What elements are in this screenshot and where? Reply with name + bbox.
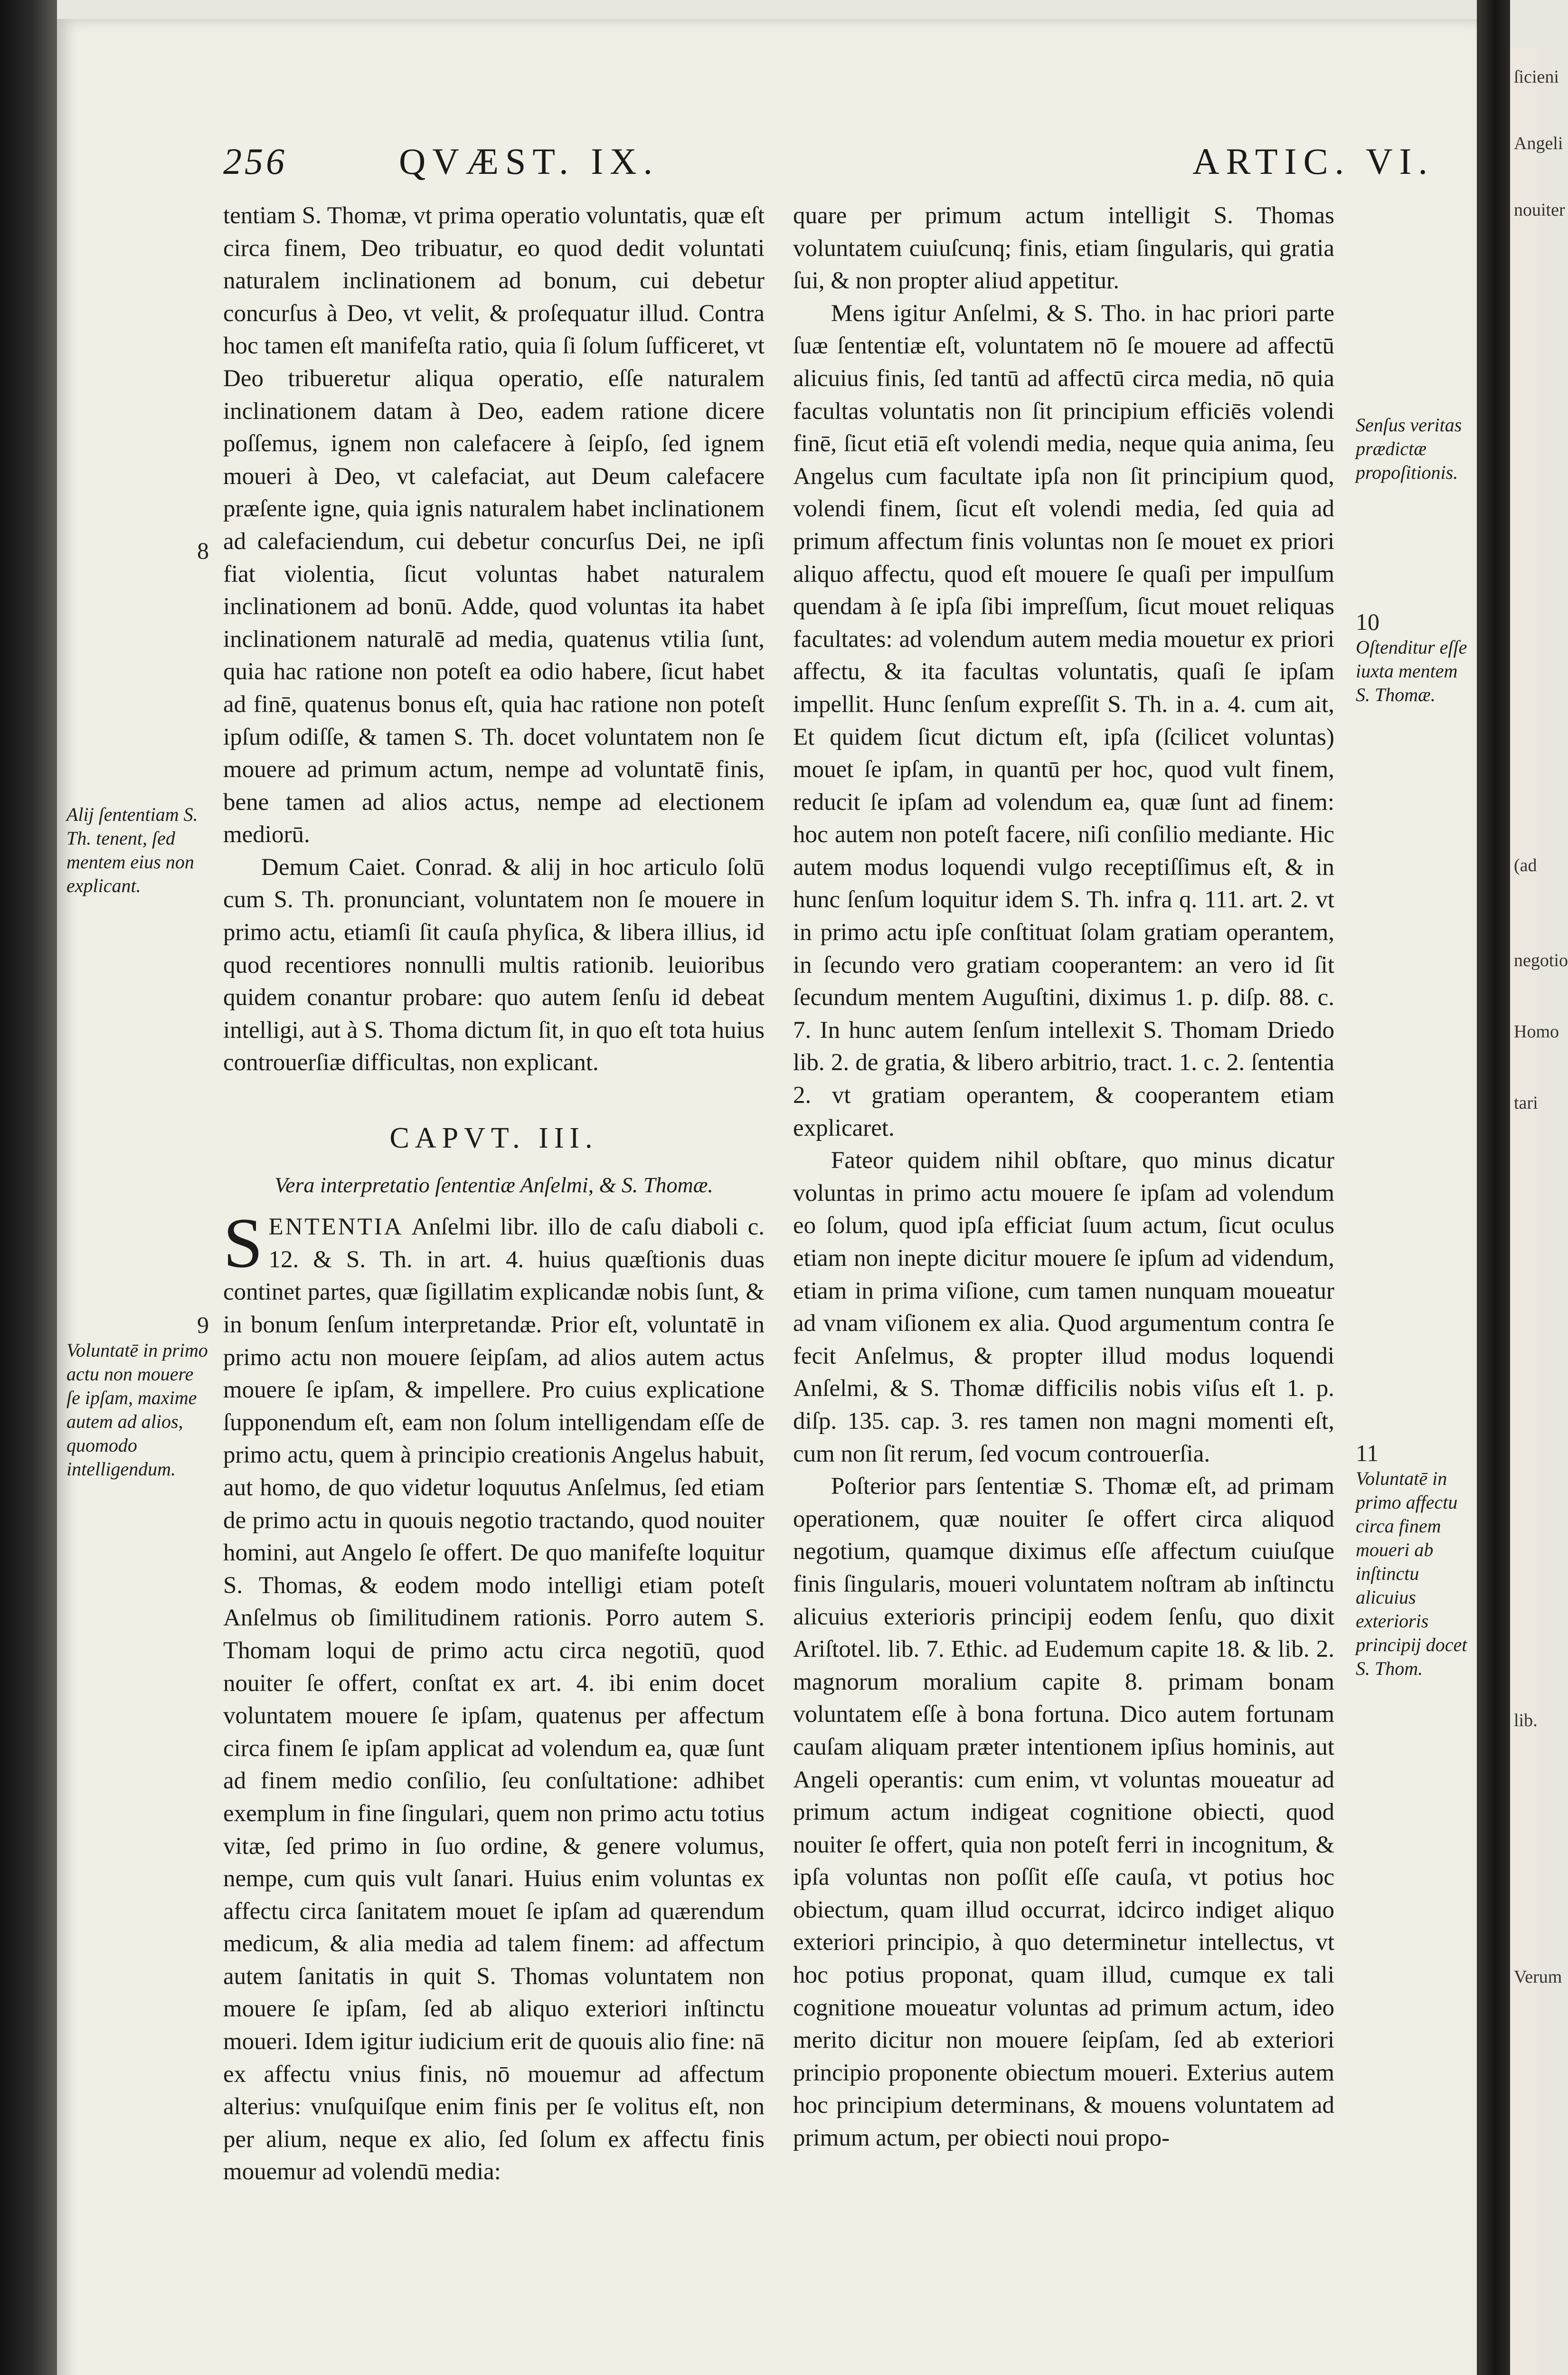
next-page-fragment: negotio xyxy=(1514,950,1568,970)
running-head xyxy=(223,140,1434,192)
left-text-column xyxy=(223,200,765,2188)
paragraph: Mens igitur Anſelmi, & S. Tho. in hac priori parte ſuæ ſententiæ eſt, voluntatem nō ſe mouere ad affectū alicuius finis, ſed tantū ad affectū circa media, nō quia facultas voluntatis non ſit principium efficiēs volendi finē, ſicut etiā eſt volendi media, neque quia anima, ſeu Angelus cum facultate ipſa non ſit principium quod, volendi finem, ſicut eſt volendi media, ſed quia ad primum affectum finis voluntas non ſe mouet ex priori aliquo affectu, quod eſt mouere ſe quaſi per impulſum quendam à ſe ipſa ſibi impreſſum, ſicut mouet reliquas facultates: ad volendum autem media mouetur ex priori affectu, & ita facultas voluntatis, quaſi ſe ipſam impellit. Hunc ſenſum expreſſit S. Th. in a. 4. cum ait, Et quidem ſicut dictum eſt, ipſa (ſcilicet voluntas) mouet ſe ipſam, in quantū per hoc, quod vult finem, reducit ſe ipſam ad volendum ea, quæ ſunt ad finem: hoc autem non poteſt facere, niſi conſilio mediante. Hic autem modus loquendi vulgo receptiſſimus eſt, & in hunc ſenſum loquitur idem S. Th. infra q. 111. art. 2. vt in primo actu ipſe conſtituat ſolam gratiam operantem, in ſecundo vero gratiam cooperantem: an vero id ſit ſecundum mentem Auguſtini, diximus 1. p. diſp. 88. c. 7. In hunc autem ſenſum intellexit S. Thomam Driedo lib. 2. de gratia, & libero arbitrio, tract. 1. c. 2. ſententia 2. vt gratiam operantem, & cooperantem etiam explicaret. xyxy=(793,300,1334,1141)
margin-note-text: Senſus veritas prædictæ propoſitionis. xyxy=(1356,414,1462,483)
margin-note-left xyxy=(66,537,209,564)
right-text-column xyxy=(793,200,1334,2155)
chapter-subtitle: Vera interpretatio ſententiæ Anſelmi, & S. Thomæ. xyxy=(274,1172,713,1197)
margin-note-left xyxy=(66,1311,209,1481)
question-heading: QVÆST. IX. xyxy=(399,141,660,182)
paragraph: Fateor quidem nihil obſtare, quo minus dicatur voluntas in primo actu mouere ſe ipſam ad volendum eo ſolum, quod ipſa efficiat ſuum actum, ſicut oculus etiam non inepte dicitur mouere ſe ipſum ad videndum, etiam in prima viſione, cum tamen nunquam moueatur ad vnam viſionem ex alia. Quod argumentum contra ſe fecit Anſelmus, & propter illud modus loquendi Anſelmi, & S. Thomæ difficilis nobis viſus eſt 1. p. diſp. 135. cap. 3. res tamen non magni momenti eſt, cum non ſit rerum, ſed vocum controuerſia. xyxy=(793,1147,1334,1467)
margin-note-text: Voluntatē in primo actu non mouere ſe ipſam, maxime autem ad alios, quomodo intelligendum. xyxy=(66,1340,208,1480)
opening-word: ENTENTIA xyxy=(268,1214,404,1241)
next-page-fragment: ſicieni xyxy=(1514,67,1559,87)
next-page-edge xyxy=(1510,48,1568,2375)
margin-note-text: Alij ſententiam S. Th. tenent, ſed mentem eius non explicant. xyxy=(66,804,198,896)
paragraph-number: 9 xyxy=(197,1311,209,1338)
paragraph: Demum Caiet. Conrad. & alij in hoc articulo ſolū cum S. Th. pronunciant, voluntatem non ſe mouere in primo actu, etiamſi ſit cauſa phyſica, & libera illius, id quod recentiores nonnulli multis rationib. leuioribus quidem conantur probare: quo autem ſenſu id debeat intelligi, aut à S. Thoma dictum ſit, in quo eſt tota huius controuerſiæ difficultas, non explicant. xyxy=(223,854,765,1076)
paragraph: Poſterior pars ſententiæ S. Thomæ eſt, ad primam operationem, quæ nouiter ſe offert circa aliquod negotium, quamque diximus eſſe affectum cuiuſque finis ſingularis, moueri voluntatem noſtram ab inſtinctu alicuius exterioris principij eodem ſenſu, quo dixit Ariſtotel. lib. 7. Ethic. ad Eudemum capite 18. & lib. 2. magnorum moralium capite 8. primam bonam voluntatem eſſe à bona fortuna. Dico autem fortunam cauſam aliquam præter intentionem ipſius hominis, aut Angeli operantis: cum enim, vt voluntas moueatur ad primum actum indigeat cognitione obiecti, quod nouiter ſe offert, quia non poteſt ferri in incognitum, & ipſa voluntas non poſſit eſſe cauſa, vt potius hoc obiectum, quam illud occurrat, idcirco indiget aliquo exteriori principio, à quo determinetur intellectus, vt hoc potius proponat, quam illud, cumque ex tali cognitione moueatur voluntas ad primum actum, ideo merito dicitur non mouere ſeipſam, ſed ab exteriori principio proponente obiectum moueri. Exterius autem hoc principium determinans, & mouens voluntatem ad primum actum, per obiecti noui propo- xyxy=(793,1473,1334,2152)
margin-note-right xyxy=(1356,1439,1470,1681)
article-heading: ARTIC. VI. xyxy=(1192,141,1434,182)
paragraph-number: 11 xyxy=(1356,1440,1379,1466)
paragraph-number: 8 xyxy=(197,537,209,564)
margin-note-text: Oſtenditur eſſe iuxta mentem S. Thomæ. xyxy=(1356,636,1467,705)
margin-note-left xyxy=(66,803,209,898)
margin-note-text: Voluntatē in primo affectu circa finem moueri ab inſtinctu alicuius exterioris principij docet S. Thom. xyxy=(1356,1468,1467,1679)
paragraph-number: 10 xyxy=(1356,608,1379,635)
book-binding-edge xyxy=(0,0,57,2375)
margin-note-right xyxy=(1356,608,1470,707)
next-page-fragment: (ad xyxy=(1514,855,1537,875)
page-number: 256 xyxy=(223,141,287,182)
book-gutter xyxy=(1477,0,1510,2375)
next-page-fragment: lib. xyxy=(1514,1710,1538,1730)
next-page-fragment: tari xyxy=(1514,1093,1538,1113)
next-page-fragment: nouiter xyxy=(1514,200,1565,220)
paragraph: tentiam S. Thomæ, vt prima operatio voluntatis, quæ eſt circa finem, Deo tribuatur, eo quod dedit voluntati naturalem inclinationem ad bonum, cui debetur concurſus à Deo, vt velit, & proſequatur illud. Contra hoc tamen eſt manifeſta ratio, quia ſi ſolum ſufficeret, vt Deo tribueretur aliqua operatio, eſſe naturalem inclinationem datam à Deo, eadem ratione dicere poſſemus, ignem non calefacere à ſeipſo, ſed ignem moueri à Deo, vt calefaciat, aut Deum calefacere præſente igne, quia ignis naturalem habet inclinationem ad calefaciendum, cui debetur concurſus Dei, ne ipſi fiat violentia, ſicut voluntas habet naturalem inclinationem ad bonū. Adde, quod voluntas ita habet inclinationem naturalē ad media, quatenus vtilia ſunt, quia hac ratione non poteſt ea odio habere, ſicut habet ad finē, quatenus bonus eſt, quia hac ratione non poteſt ipſum odiſſe, & tamen S. Th. docet voluntatem non ſe mouere ad primum actum, nempe ad voluntatē finis, bene tamen ad alios actus, nempe ad electionem mediorū. xyxy=(223,202,765,848)
drop-cap: S xyxy=(223,1204,263,1283)
chapter-heading: CAPVT. III. xyxy=(389,1122,598,1155)
next-page-fragment: Verum xyxy=(1514,1967,1562,1987)
paragraph-text: Anſelmi libr. illo de caſu diaboli c. 12. & S. Th. in art. 4. huius quæſtionis duas continet partes, quæ ſigillatim explicandæ nobis ſunt, & in bonum ſenſum interpretandæ. Prior eſt, voluntatē in primo actu non mouere ſeipſam, ad alios autem actus mouere ſe ipſam, & impellere. Pro cuius explicatione ſupponendum eſt, eam non ſolum intelligendam eſſe de primo actu, quem à principio creationis Angelus habuit, aut homo, de quo videtur loquutus Anſelmus, ſed etiam de primo actu in quouis negotio tractando, quod nouiter homini, aut Angelo ſe offert. De quo manifeſte loquitur S. Thomas, & eodem modo intelligi etiam poteſt Anſelmus ob ſimilitudinem rationis. Porro autem S. Thomam loqui de primo actu circa negotiū, quod nouiter ſe offert, conſtat ex art. 4. ibi enim docet voluntatem mouere ſe ipſam, quatenus per affectum circa finem ſe ipſam applicat ad volendum ea, quæ ſunt ad finem medio conſilio, ſeu conſultatione: adhibet exemplum in fine ſingulari, quem non primo actu totius vitæ, ſed primo in ſuo ordine, & genere volumus, nempe, cum quis vult ſanari. Huius enim voluntas ex affectu circa ſanitatem mouet ſe ipſam ad quærendum medicum, & alia media ad talem finem: ad affectum autem ſanitatis in quit S. Thomas voluntatem non mouere ſe ipſam, ſed ab aliquo exteriori inſtinctu moueri. Idem igitur iudicium erit de quouis alio fine: nā ex affectu vnius finis, nō mouemur ad affectum alterius: vnuſquiſque enim finis per ſe volitus eſt, non per alium, neque ex alio, ſed ſolum ex affectu finis mouemur ad volendū media: xyxy=(223,1214,765,2185)
margin-note-right xyxy=(1356,413,1470,484)
next-page-fragment: Angeli xyxy=(1514,133,1563,153)
paragraph-with-dropcap xyxy=(223,1204,765,2188)
paragraph: quare per primum actum intelligit S. Thomas voluntatem cuiuſcunq; finis, etiam ſingularis, qui gratia ſui, & non propter aliud appetitur. xyxy=(793,202,1334,294)
next-page-fragment: Homo xyxy=(1514,1022,1559,1042)
